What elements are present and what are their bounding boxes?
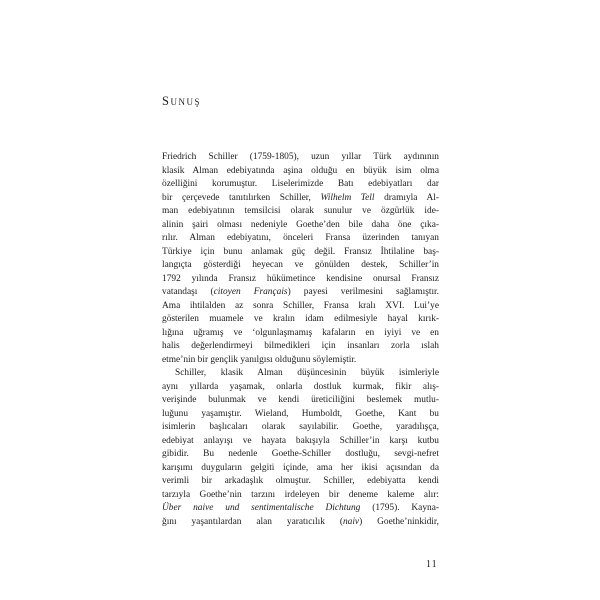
text-line [162,246,439,260]
text-line [162,286,439,300]
text-segment: ) payesi verilmesini sağlamıştır. [287,287,440,297]
text-line [162,205,439,219]
text-line [162,273,439,287]
text-line [162,219,439,233]
text-segment: Türkiye için bunu anlamak güç değil. Fransız İhtilaline baş- [162,246,439,257]
text-segment: gibidir. Bu nedenle Goethe-Schiller dostluğu, sevgi-nefret [162,449,439,459]
text-line [162,259,439,273]
text-segment: karışımı duyguların gelgiti içinde, ama her ikisi açısından da [162,462,439,473]
text-segment: vatandaşı ( [162,287,214,297]
text-segment: verişinde bulunmak ve kendi üreticiliğini beslemek mutlu- [162,395,439,405]
text-line [162,435,439,449]
text-segment: rılır. Alman edebiyatını, önceleri Fransa üzerinden tanıyan [162,233,439,243]
text-segment: gösterilen muamele ve kralın idam edilmesiyle hayal kırık- [162,314,439,324]
text-line [162,340,439,354]
text-segment: aynı yıllarda yaşamak, onlarla dostluk kurmak, fikir alış- [162,381,439,392]
text-segment: isimlerin başlıcaları olarak sayılabilir. Goethe, yaradılışça, [162,422,439,432]
text-segment: Schiller, klasik Alman düşüncesinin büyük isimleriyle [175,368,439,378]
text-line [162,354,439,368]
italic-segment: Über naive und sentimentalische Dichtung [162,503,361,513]
text-segment: halis değerlendirmeyi bilmedikleri için insanları zorla ıslah [162,341,439,351]
text-segment: 1792 yılında Fransız hükümetince kendisine onursal Fransız [162,273,439,284]
text-line [162,165,439,179]
text-line [162,313,439,327]
text-line [162,367,439,381]
text-line [162,516,439,530]
text-segment: ğını yaşantılardan alan yaratıcılık ( [162,516,343,527]
text-line [162,381,439,395]
text-line [162,178,439,192]
text-segment: lığına uğramış ve ‘olgunlaşmamış kafaların en iyiyi ve en [162,327,439,338]
text-segment: langıçta gösterdiği heyecan ve gönülden destek, Schiller’in [162,260,439,270]
text-line [162,151,439,165]
text-segment: ) Goethe’ninkidir, [359,516,439,527]
text-line [162,408,439,422]
text-segment: verimli bir arkadaşlık olmuştur. Schiller, edebiyatta kendi [162,476,439,486]
text-line [162,462,439,476]
page-number: 11 [426,559,438,570]
text-segment: alinin şairi olması nedeniyle Goethe’den bile daha öne çıka- [162,219,439,230]
italic-segment: naiv [342,516,360,527]
text-segment: özelliğini korumuştur. Liselerimizde Batı edebiyatları dar [162,179,439,189]
text-line [162,489,439,503]
text-segment: etme’nin bir gençlik yanılgısı olduğunu söylemiştir. [162,354,357,365]
text-line [162,327,439,341]
body-text [162,151,439,529]
text-segment: bir çerçevede tanıtılırken Schiller, [162,192,321,203]
text-line [162,394,439,408]
text-line [162,421,439,435]
italic-segment: Wilhelm Tell [320,192,375,203]
text-segment: klasik Alman edebiyatında aşina olduğu en büyük isim olma [162,165,439,176]
text-line [162,192,439,206]
text-line [162,448,439,462]
text-segment: (1795). Kayna- [360,503,439,513]
text-segment: tarzıyla Goethe’nin tarzını irdeleyen bir deneme kaleme alır: [162,489,439,500]
text-segment: Friedrich Schiller (1759-1805), uzun yıllar Türk aydınının [162,152,439,162]
text-segment: Ama ihtilalden az sonra Schiller, Fransa kralı XVI. Lui’ye [162,300,439,311]
text-line [162,475,439,489]
text-line [162,232,439,246]
text-segment: edebiyat anlayışı ve hayata bakışıyla Schiller’in karşı kutbu [162,435,439,446]
text-segment: man edebiyatının temsilcisi olarak sunulur ve özgürlük ide- [162,206,439,216]
text-segment: luğunu yaşamıştır. Wieland, Humboldt, Goethe, Kant bu [162,408,439,419]
section-heading: Sunuş [162,94,201,108]
text-line [162,502,439,516]
italic-segment: citoyen Français [213,287,288,297]
text-segment: dramıyla Al- [374,192,440,203]
text-line [162,300,439,314]
